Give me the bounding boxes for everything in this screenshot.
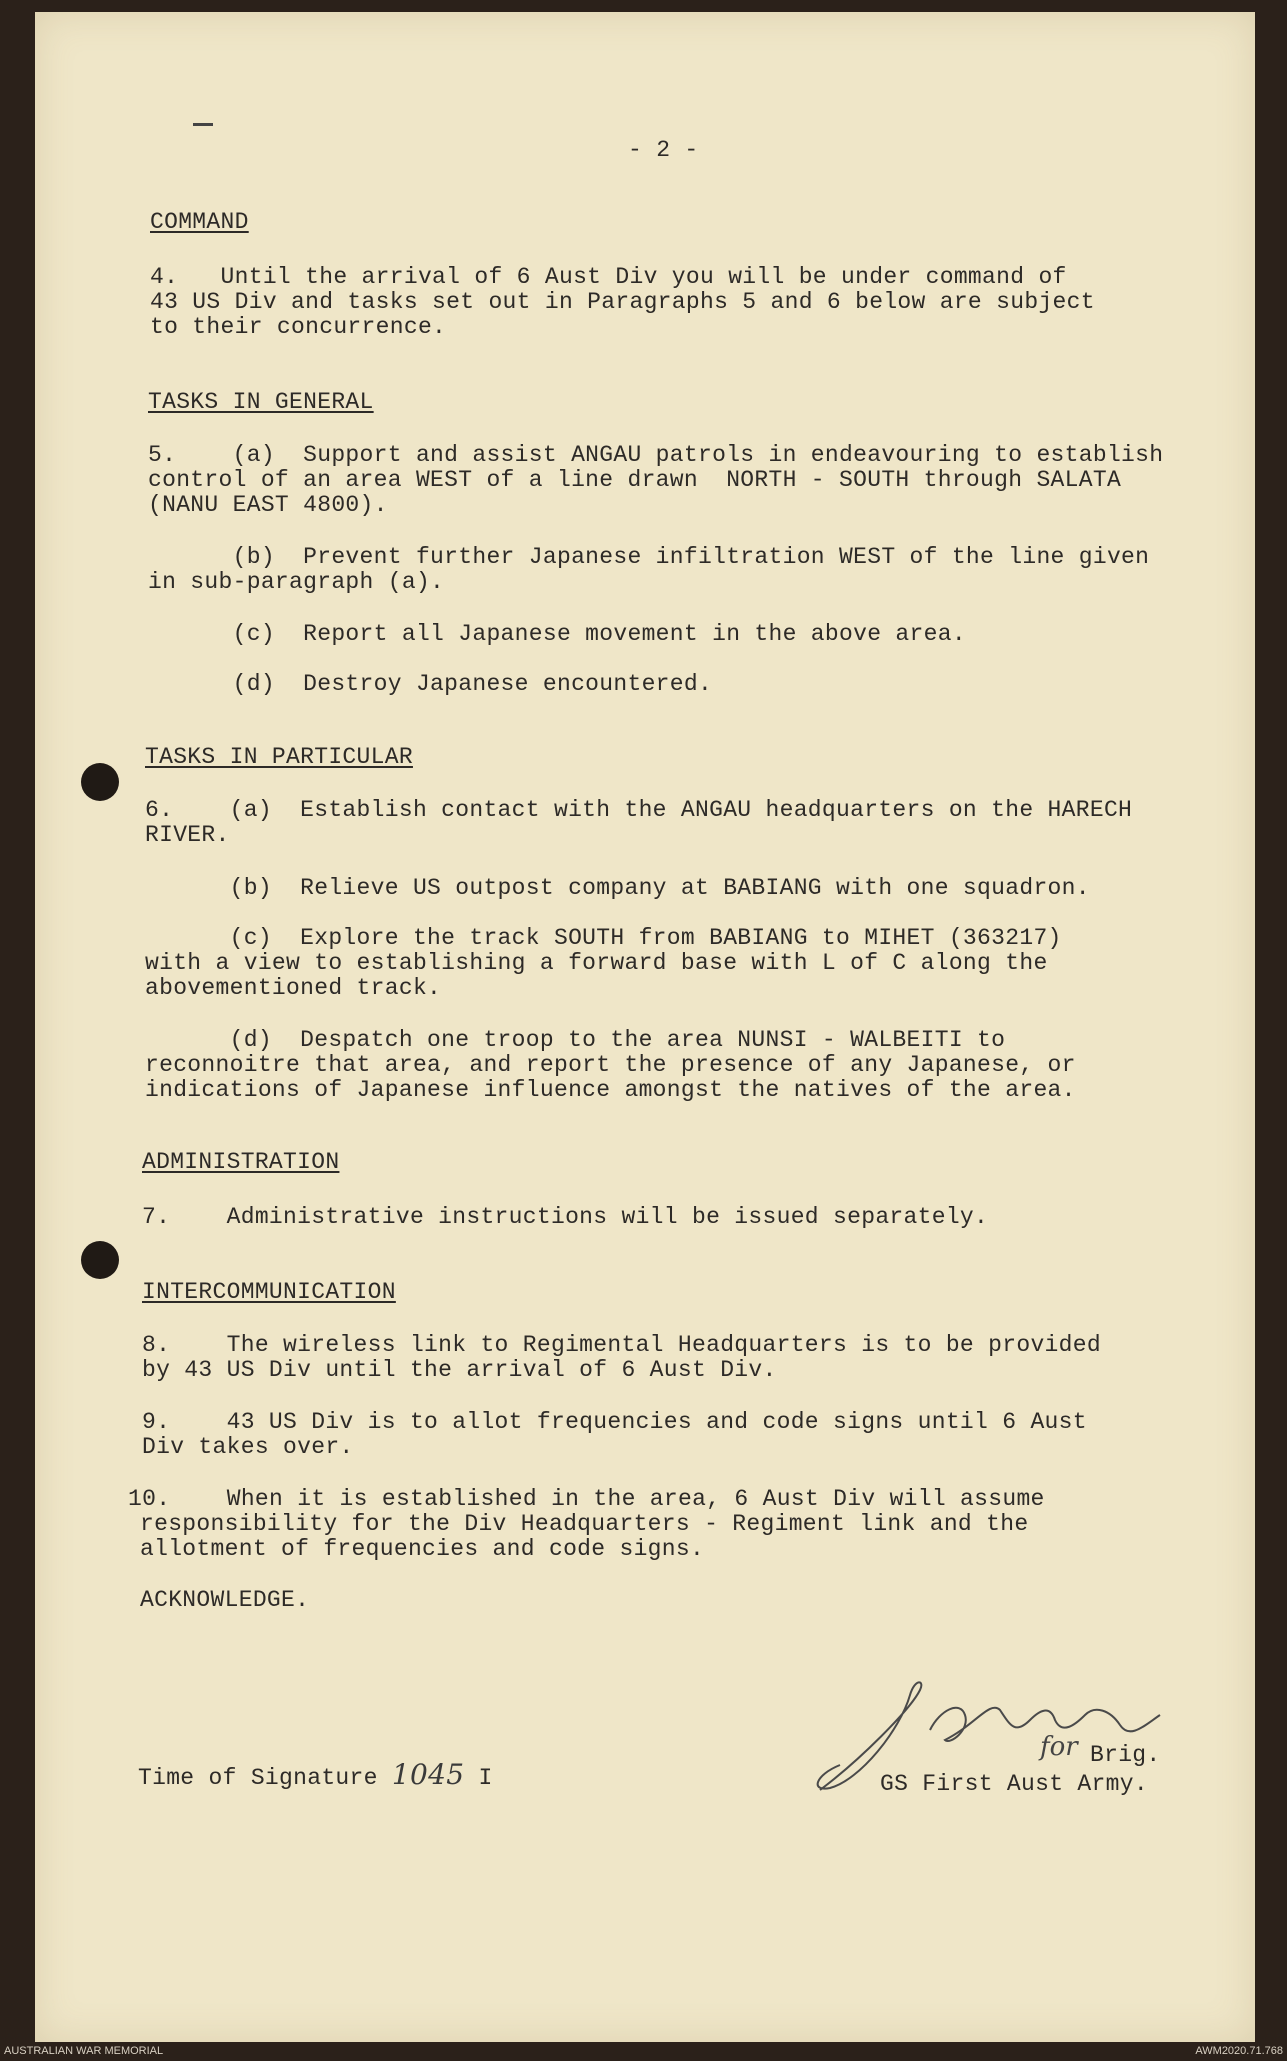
para-5a-line-2: control of an area WEST of a line drawn NORTH - SOUTH through SALATA bbox=[148, 467, 1122, 493]
footer-bar bbox=[0, 2042, 1287, 2061]
signature-title: GS First Aust Army. bbox=[880, 1771, 1148, 1797]
para-4-line-1: 4. Until the arrival of 6 Aust Div you will be under command of bbox=[150, 264, 1067, 290]
time-of-signature-suffix: I bbox=[478, 1765, 493, 1791]
para-9-line-1: 9. 43 US Div is to allot frequencies and code signs until 6 Aust bbox=[142, 1409, 1087, 1435]
for-handwritten: for bbox=[1040, 1732, 1078, 1762]
acknowledge: ACKNOWLEDGE. bbox=[140, 1587, 310, 1613]
para-10-line-3: allotment of frequencies and code signs. bbox=[140, 1536, 705, 1562]
footer-right: AWM2020.71.768 bbox=[1195, 2045, 1283, 2057]
para-6a-line-2: RIVER. bbox=[145, 822, 230, 848]
footer-left: AUSTRALIAN WAR MEMORIAL bbox=[4, 2045, 164, 2057]
ink-mark bbox=[193, 123, 213, 126]
para-5c: (c) Report all Japanese movement in the above area. bbox=[148, 621, 966, 647]
para-6c-line-3: abovementioned track. bbox=[145, 975, 442, 1001]
para-6c-line-2: with a view to establishing a forward base with L of C along the bbox=[145, 950, 1048, 976]
para-5a-line-1: 5. (a) Support and assist ANGAU patrols in endeavouring to establish bbox=[148, 442, 1164, 468]
punch-hole-top bbox=[81, 763, 119, 801]
para-5b-line-1: (b) Prevent further Japanese infiltration WEST of the line given bbox=[148, 544, 1150, 570]
heading-tasks-in-general: TASKS IN GENERAL bbox=[148, 389, 374, 415]
page-number: - 2 - bbox=[628, 137, 699, 163]
para-4-line-3: to their concurrence. bbox=[150, 314, 447, 340]
time-of-signature-label: Time of Signature bbox=[138, 1765, 378, 1791]
para-9-line-2: Div takes over. bbox=[142, 1434, 354, 1460]
para-4-line-2: 43 US Div and tasks set out in Paragraphs 5 and 6 below are subject bbox=[150, 289, 1095, 315]
para-6a-line-1: 6. (a) Establish contact with the ANGAU headquarters on the HARECH bbox=[145, 797, 1133, 823]
para-6b: (b) Relieve US outpost company at BABIANG with one squadron. bbox=[145, 875, 1090, 901]
time-of-signature bbox=[138, 1758, 493, 1791]
para-6c-line-1: (c) Explore the track SOUTH from BABIANG to MIHET (363217) bbox=[145, 925, 1062, 951]
heading-tasks-in-particular: TASKS IN PARTICULAR bbox=[145, 744, 413, 770]
heading-command: COMMAND bbox=[150, 209, 249, 235]
heading-administration: ADMINISTRATION bbox=[142, 1149, 340, 1175]
time-of-signature-value: 1045 bbox=[391, 1758, 465, 1791]
para-8-line-2: by 43 US Div until the arrival of 6 Aust Div. bbox=[142, 1357, 777, 1383]
para-10-line-1: 10. When it is established in the area, 6 Aust Div will assume bbox=[128, 1486, 1045, 1512]
para-7: 7. Administrative instructions will be issued separately. bbox=[142, 1204, 989, 1230]
para-6d-line-2: reconnoitre that area, and report the presence of any Japanese, or bbox=[145, 1052, 1076, 1078]
punch-hole-bottom bbox=[81, 1241, 119, 1279]
para-10-line-2: responsibility for the Div Headquarters - Regiment link and the bbox=[140, 1511, 1029, 1537]
para-8-line-1: 8. The wireless link to Regimental Headquarters is to be provided bbox=[142, 1332, 1101, 1358]
heading-intercommunication: INTERCOMMUNICATION bbox=[142, 1279, 396, 1305]
signature-rank: Brig. bbox=[1090, 1742, 1161, 1768]
para-6d-line-3: indications of Japanese influence amongst the natives of the area. bbox=[145, 1077, 1076, 1103]
para-6d-line-1: (d) Despatch one troop to the area NUNSI - WALBEITI to bbox=[145, 1027, 1006, 1053]
para-5b-line-2: in sub-paragraph (a). bbox=[148, 569, 445, 595]
para-5a-line-3: (NANU EAST 4800). bbox=[148, 492, 388, 518]
para-5d: (d) Destroy Japanese encountered. bbox=[148, 671, 713, 697]
